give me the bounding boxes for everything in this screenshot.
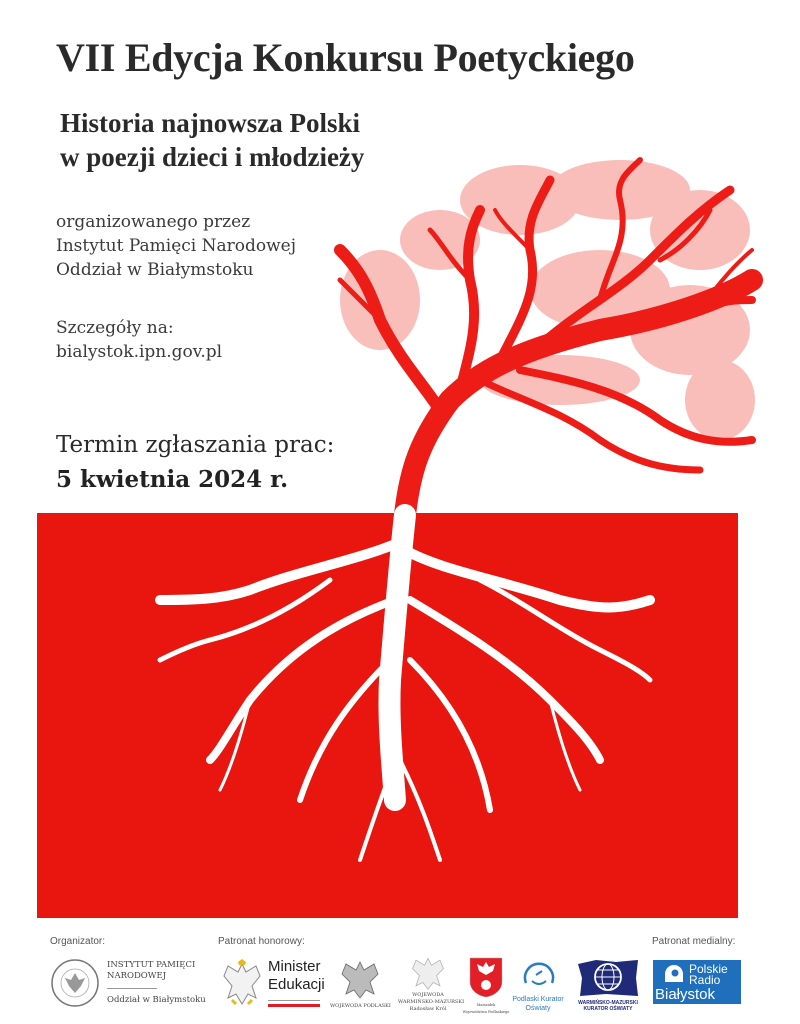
radio-line-3: Białystok [655,986,716,1003]
wojewoda-podlaski-eagle-icon [340,958,380,1000]
organizer-block [56,210,296,282]
organizer-line-2: Instytut Pamięci Narodowej [56,236,297,256]
subtitle-line-1: Historia najnowsza Polski [60,108,361,138]
polskie-radio-bialystok-logo [653,960,741,1004]
ipn-divider [107,988,157,989]
marszalek-line-2: Województwa Podlaskiego [462,1010,510,1014]
wm-kurator-line-1: WARMIŃSKO-MAZURSKI [578,1000,638,1006]
men-line-2: Edukacji [268,976,325,993]
tree-crown-foliage [340,160,755,440]
wojewoda-wm-line-2: WARMIŃSKO-MAZURSKI [398,999,465,1005]
radio-line-2: Radio [689,973,721,987]
podlaski-kurator-label [512,995,564,1013]
poster-subtitle [60,106,364,174]
details-label: Szczegóły na: [56,318,174,338]
wojewoda-wm-eagle-icon [410,955,446,991]
wojewoda-wm-label [398,992,465,1013]
wm-kurator-label [576,1000,640,1012]
poster-title: VII Edycja Konkursu Poetyckiego [56,35,635,80]
tree-branches [340,160,752,515]
details-url: bialystok.ipn.gov.pl [56,342,223,362]
podlaski-kurator-icon [522,957,556,993]
media-patronage-label: Patronat medialny: [652,936,736,947]
subtitle-line-2: w poezji dzieci i młodzieży [60,142,365,172]
organizer-label: Organizator: [50,936,106,947]
organizer-line-3: Oddział w Białymstoku [56,260,254,280]
radio-logo-mark-icon [661,964,687,984]
wm-kurator-globe-icon [576,958,640,998]
marszalek-label [460,1002,512,1016]
deadline-label: Termin zgłaszania prac: [56,432,335,458]
ipn-line-2: NARODOWEJ [107,971,167,981]
wojewoda-podlaski-label: WOJEWODA PODLASKI [330,1003,391,1009]
details-block [56,316,222,364]
radio-line-1: Polskie [689,962,728,976]
organizer-line-1: organizowanego przez [56,212,251,232]
wojewoda-wm-line-1: WOJEWODA [412,992,444,998]
podlaski-kurator-line-2: Oświaty [525,1005,551,1012]
honorary-patronage-label: Patronat honorowy: [218,936,305,947]
men-red-bar [268,1004,320,1007]
red-flag-band [37,513,738,918]
men-label [268,958,325,994]
ipn-seal-icon [50,958,100,1008]
ipn-branch: Oddział w Białymstoku [107,995,206,1005]
men-line-1: Minister [268,958,321,975]
men-rule [268,1000,320,1001]
podlaski-kurator-line-1: Podlaski Kurator [512,996,564,1003]
ipn-name [107,960,195,982]
wm-kurator-line-2: KURATOR OŚWIATY [583,1006,633,1012]
marszalek-line-1: Marszałek [476,1003,496,1007]
podlaskie-coat-of-arms-icon [468,956,504,998]
ipn-line-1: INSTYTUT PAMIĘCI [107,960,196,970]
polish-eagle-men-icon [220,958,264,1008]
deadline-date: 5 kwietnia 2024 r. [56,466,289,493]
wojewoda-wm-line-3: Radosław Król [409,1006,447,1012]
